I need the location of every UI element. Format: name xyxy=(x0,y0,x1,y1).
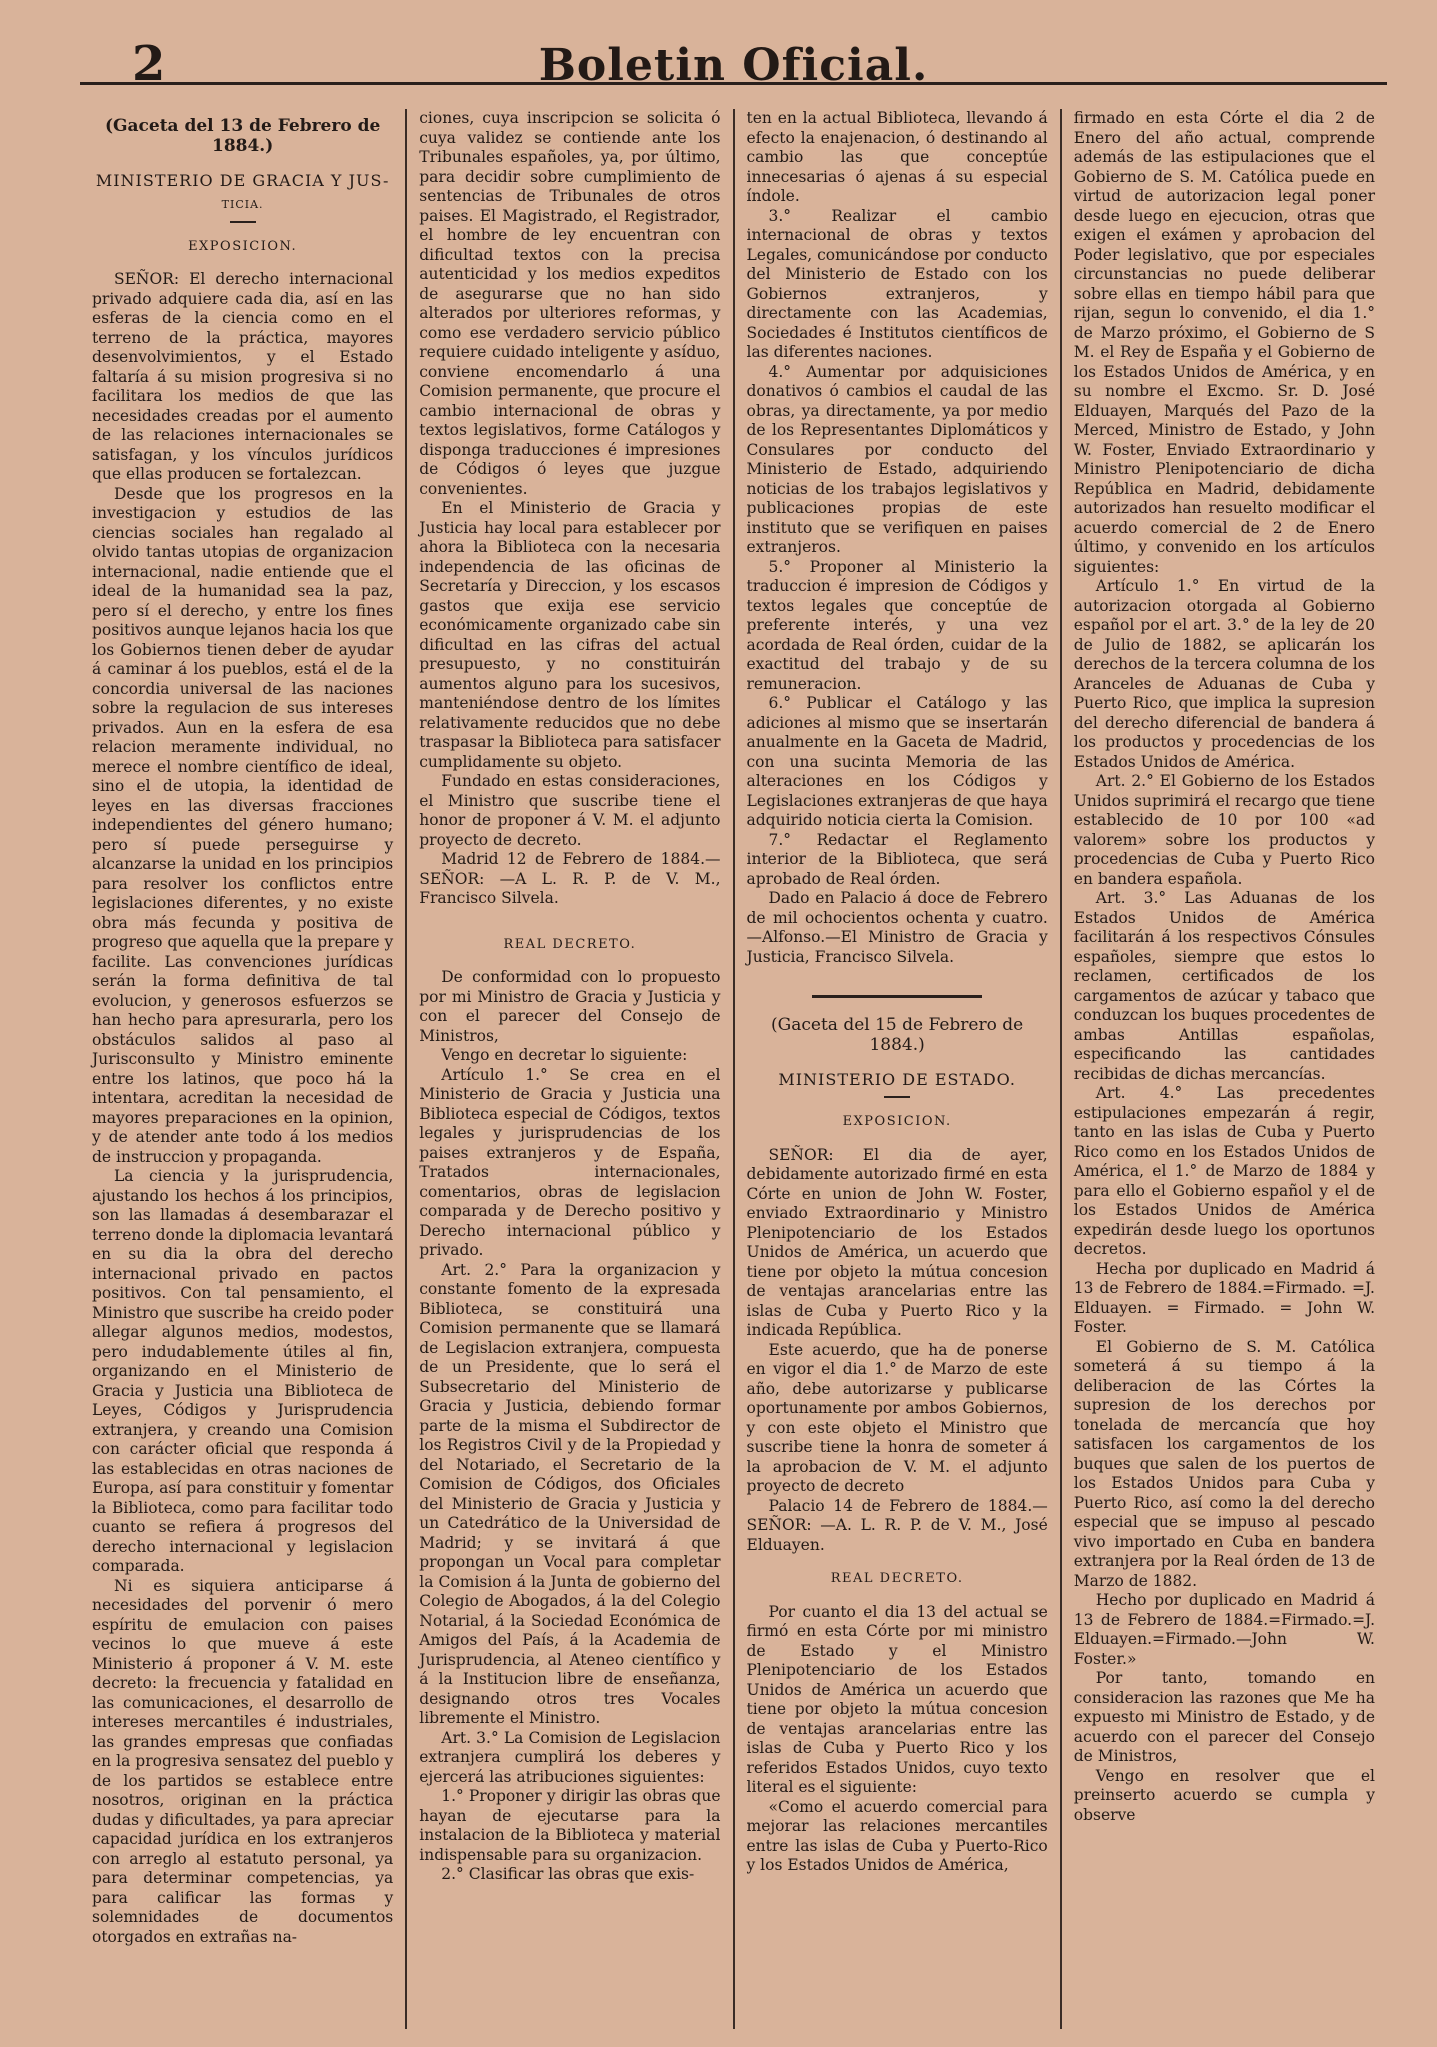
paragraph: 4.° Aumentar por adquisiciones donativos ó cambios el caudal de las obras, ya directamente, ya por medio de los Representantes Diplomáticos y Consulares por conducto del Ministerio de Estado, adquiriendo noticias de los trabajos legislativos y publicaciones propias de este instituto que se verifiquen en paises extranjeros. xyxy=(746,362,1048,556)
section-rule xyxy=(812,995,982,998)
section-heading: REAL DECRETO. xyxy=(830,1571,964,1586)
signature: Madrid 12 de Febrero de 1884.—SEÑOR: —A L. R. P. de V. M., Francisco Silvela. xyxy=(419,850,721,907)
paragraph: 1.° Proponer y dirigir las obras que hayan de ejecutarse para la instalacion de la Biblioteca y material indispensable para su organizacion. xyxy=(419,1787,721,1864)
paragraph: 6.° Publicar el Catálogo y las adiciones al mismo que se insertarán anualmente en la Gaceta de Madrid, con una sucinta Memoria de las alteraciones en los Códigos y Legislaciones extranjeras de que haya adquirido noticia cierta la Comision. xyxy=(746,694,1048,829)
paragraph: ciones, cuya inscripcion se solicita ó cuya validez se contiende ante los Tribunales españoles, ya, por último, para decidir sobre cumplimiento de sentencias de Tribunales de otros paises. El Magistrado, el Registrador, el hombre de ley encuentran con dificultad textos con la precisa autenticidad y los medios expeditos de asegurarse que no han sido alterados por ulteriores reformas, y como ese verdadero servicio público requiere cuidado inteligente y asíduo, conviene encomendarlo á una Comision permanente, que procure el cambio internacional de obras y textos legislativos, forme Catálogos y disponga traducciones é impresiones de Códigos ó leyes que juzgue convenientes. xyxy=(419,109,721,498)
paragraph: Vengo en resolver que el preinserto acuerdo se cumpla y observe xyxy=(1073,1766,1375,1824)
gazette-date: (Gaceta del 13 de Febrero de 1884.) xyxy=(104,116,381,156)
paragraph: La ciencia y la jurisprudencia, ajustando los hechos á los principios, son las llamadas á desembarazar el terreno donde la diplomacia levantará en su dia la obra del derecho internacional privado en pactos positivos. Con tal pensamiento, el Ministro que suscribe ha creido poder allegar algunos medios, modestos, pero indudablemente útiles al fin, organizando en el Ministerio de Gracia y Justicia una Biblioteca de Leyes, Códigos y Jurisprudencia extranjera, y creando una Comision con carácter oficial que responda á las establecidas en otras naciones de Europa, así para constituir y fomentar la Biblioteca, como para facilitar todo cuanto se refiera á progresos del derecho internacional y legislacion comparada. xyxy=(92,1167,394,1575)
paragraph: Por cuanto el dia 13 del actual se firmó en esta Córte por mi ministro de Estado y el Ministro Plenipotenciario de los Estados Unidos de América un acuerdo que tiene por objeto la mútua concesion de ventajas arancelarias entre las islas de Cuba y Puerto Rico y los referidos Estados Unidos, cuyo texto literal es el siguiente: xyxy=(746,1602,1048,1796)
section-divider xyxy=(230,221,256,223)
paragraph: 7.° Redactar el Reglamento interior de la Biblioteca, que será aprobado de Real órden. xyxy=(746,830,1048,888)
paragraph: El Gobierno de S. M. Católica someterá á su tiempo á la deliberacion de las Córtes la supresion de los derechos por tonelada de mercancía que hoy satisfacen los cargamentos de los buques que salen de los puertos de los Estados Unidos para Cuba y Puerto Rico, así como la del derecho especial que se impuso al pescado vivo importado en Cuba en bandera extranjera por la Real órden de 13 de Marzo de 1882. xyxy=(1073,1337,1375,1590)
paragraph: Vengo en decretar lo siguiente: xyxy=(441,1046,688,1064)
column-3 xyxy=(733,109,1060,2029)
ministry-heading: MINISTERIO DE GRACIA Y JUS- xyxy=(95,171,390,190)
paragraph: En el Ministerio de Gracia y Justicia hay local para establecer por ahora la Biblioteca con la necesaria independencia de las oficinas de Secretaría y Direccion, y los escasos gastos que exija ese servicio económicamente organizado cabe sin dificultad en las cifras del actual presupuesto, y no constituirán aumentos alguno para los sucesivos, manteniéndose dentro de los límites relativamente reducidos que no debe traspasar la Biblioteca para satisfacer cumplidamente su objeto. xyxy=(419,499,721,771)
paragraph: Art. 3.° La Comision de Legislacion extranjera cumplirá los deberes y ejercerá las atribuciones siguientes: xyxy=(419,1728,721,1786)
section-heading: REAL DECRETO. xyxy=(503,936,637,952)
paragraph: Ni es siquiera anticiparse á necesidades del porvenir ó mero espíritu de emulacion con paises vecinos lo que mueve á este Ministerio á proponer á V. M. este decreto: la frecuencia y fatalidad en las comunicaciones, el desarrollo de intereses mercantiles é industriales, las grandes empresas que confiadas en la progresiva sensatez del pueblo y de los partidos se establece entre nosotros, originan en la práctica dudas y dificultades, ya para apreciar capacidad jurídica en los extranjeros con arreglo al estatuto personal, ya para determinar competencias, ya para calificar las formas y solemnidades de documentos otorgados en extrañas na- xyxy=(92,1576,394,1946)
newspaper-title: Boletin Oficial. xyxy=(538,40,929,91)
paragraph: De conformidad con lo propuesto por mi Ministro de Gracia y Justicia y con el parecer del Consejo de Ministros, xyxy=(419,968,721,1045)
text-columns xyxy=(80,109,1387,2029)
paragraph: Este acuerdo, que ha de ponerse en vigor el dia 1.° de Marzo de este año, debe autorizarse y publicarse oportunamente por ambos Gobiernos, y con este objeto el Ministro que suscribe tiene la honra de someter á la aprobacion de V. M. el adjunto proyecto de decreto xyxy=(746,1340,1048,1495)
ministry-heading: MINISTERIO DE ESTADO. xyxy=(778,1070,1016,1089)
section-heading: EXPOSICION. xyxy=(842,1114,952,1129)
paragraph: «Como el acuerdo comercial para mejorar las relaciones mercantiles entre las islas de Cuba y Puerto-Rico y los Estados Unidos de América, xyxy=(746,1797,1048,1874)
page-header xyxy=(80,22,1387,92)
section-divider xyxy=(884,1096,910,1098)
paragraph: Artículo 1.° Se crea en el Ministerio de Gracia y Justicia una Biblioteca especial de Códigos, textos legales y jurisprudencias de los paises extranjeros y de España, Tratados internacionales, comentarios, obras de legislacion comparada y de Derecho positivo y Derecho internacional público y privado. xyxy=(419,1065,721,1259)
paragraph: Hecho por duplicado en Madrid á 13 de Febrero de 1884.=Firmado.=J. Elduayen.=Firmado.—John W. Foster.» xyxy=(1073,1591,1375,1668)
paragraph: Art. 2.° El Gobierno de los Estados Unidos suprimirá el recargo que tiene establecido de 10 por 100 «ad valorem» sobre los productos y procedencias de Cuba y Puerto Rico en bandera española. xyxy=(1073,772,1375,888)
section-heading: EXPOSICION. xyxy=(188,238,298,254)
signature: Palacio 14 de Febrero de 1884.—SEÑOR: —A. L. R. P. de V. M., José Elduayen. xyxy=(746,1496,1048,1554)
paragraph: Dado en Palacio á doce de Febrero de mil ochocientos ochenta y cuatro.—Alfonso.—El Ministro de Gracia y Justicia, Francisco Silvela. xyxy=(746,889,1048,966)
paragraph: firmado en esta Córte el dia 2 de Enero del año actual, comprende además de las estipulaciones que el Gobierno de S. M. Católica puede en virtud de autorizacion legal poner desde luego en ejecucion, otras que exigen el exámen y aprobacion del Poder legislativo, que por especiales circunstancias no puede deliberar sobre ellas en tiempo hábil para que rijan, segun lo convenido, el dia 1.° de Marzo próximo, el Gobierno de S M. el Rey de España y el Gobierno de los Estados Unidos de América, y en su nombre el Excmo. Sr. D. José Elduayen, Marqués del Pazo de la Merced, Ministro de Estado, y John W. Foster, Enviado Extraordinario y Ministro Plenipotenciario de dicha República en Madrid, debidamente autorizados han resuelto modificar el acuerdo comercial de 2 de Enero último, y convenido en los artículos siguientes: xyxy=(1073,109,1375,576)
paragraph: 2.° Clasificar las obras que exis- xyxy=(441,1865,695,1883)
page-number: 2 xyxy=(132,36,166,92)
paragraph: Desde que los progresos en la investigacion y estudios de las ciencias sociales han regalado al olvido tantas utopias de organizacion internacional, nadie entiende que el ideal de la humanidad sea la paz, pero sí el derecho, y entre los fines positivos aunque lejanos hacia los que los Gobiernos tienen deber de ayudar á caminar á los pueblos, está el de la concordia universal de las naciones sobre la regulacion de sus intereses privados. Aun en la esfera de esa relacion meramente individual, no merece el nombre científico de ideal, sino el de utopia, la identidad de leyes en las diversas fracciones independientes del género humano; pero sí puede perseguirse y alcanzarse la unidad en los principios para resolver los conflictos entre legislaciones diferentes, y no existe obra más fecunda y positiva de progreso que aquella que la prepare y facilite. Las convenciones jurídicas serán la forma definitiva de tal evolucion, y generosos esfuerzos se han hecho para apresurarla, pero los obstáculos salidos al paso al Jurisconsulto y Ministro eminente entre los latinos, que poco há la intentara, acreditan la necesidad de mayores preparaciones en la opinion, y de atender ante todo á los medios de instruccion y propaganda. xyxy=(92,484,394,1166)
paragraph: Por tanto, tomando en consideracion las razones que Me ha expuesto mi Ministro de Estado, y de acuerdo con el parecer del Consejo de Ministros, xyxy=(1073,1669,1375,1765)
gazette-date: (Gaceta del 15 de Febrero de 1884.) xyxy=(771,1015,1024,1055)
column-4 xyxy=(1060,109,1387,2029)
paragraph: Art. 4.° Las precedentes estipulaciones empezarán á regir, tanto en las islas de Cuba y Puerto Rico como en los Estados Unidos de América, el 1.° de Marzo de 1884 y para ello el Gobierno español y el de los Estados Unidos de América expedirán desde luego los oportunos decretos. xyxy=(1073,1084,1375,1258)
paragraph: Artículo 1.° En virtud de la autorizacion otorgada al Gobierno español por el art. 3.° de la ley de 20 de Julio de 1882, se aplicarán los derechos de la tercera columna de los Aranceles de Aduanas de Cuba y Puerto Rico, que implica la supresion del derecho diferencial de bandera á los productos y procedencias de los Estados Unidos de América. xyxy=(1073,577,1375,771)
paragraph: Art. 2.° Para la organizacion y constante fomento de la expresada Biblioteca, se constituirá una Comision permanente que se llamará de Legislacion extranjera, compuesta de un Presidente, que lo será el Subsecretario del Ministerio de Gracia y Justicia, debiendo formar parte de la misma el Subdirector de los Registros Civil y de la Propiedad y del Notariado, el Secretario de la Comision de Códigos, dos Oficiales del Ministerio de Gracia y Justicia y un Catedrático de la Universidad de Madrid; y se invitará á que propongan un Vocal para completar la Comision á la Junta de gobierno del Colegio de Abogados, á la del Colegio Notarial, á la Sociedad Económica de Amigos del País, á la Academia de Jurisprudencia, al Ateneo científico y á la Institucion libre de enseñanza, designando otros tres Vocales libremente el Ministro. xyxy=(419,1260,721,1727)
paragraph: Art. 3.° Las Aduanas de los Estados Unidos de América facilitarán á los respectivos Cónsules españoles, siempre que estos lo reclamen, certificados de los cargamentos de azúcar y tabaco que conduzcan los buques procedentes de ambas Antillas españolas, especificando las cantidades recibidas de dichas mercancías. xyxy=(1073,889,1375,1083)
paragraph: SEÑOR: El dia de ayer, debidamente autorizado firmé en esta Córte en union de John W. Foster, enviado Extraordinario y Ministro Plenipotenciario de los Estados Unidos de América, un acuerdo que tiene por objeto la mútua concesion de ventajas arancelarias entre las islas de Cuba y Puerto Rico y la indicada República. xyxy=(746,1145,1048,1339)
paragraph: SEÑOR: El derecho internacional privado adquiere cada dia, así en las esferas de la ciencia como en el terreno de la práctica, mayores desenvolvimientos, y el Estado faltaría á su mision progresiva si no facilitara los medios de que las necesidades creadas por el aumento de las relaciones internacionales se satisfagan, y los vínculos jurídicos que ellas producen se fortalezcan. xyxy=(92,270,394,483)
paragraph: Hecha por duplicado en Madrid á 13 de Febrero de 1884.=Firmado. =J. Elduayen. = Firmado. = John W. Foster. xyxy=(1073,1259,1375,1336)
column-1 xyxy=(80,109,405,2029)
paragraph: Fundado en estas consideraciones, el Ministro que suscribe tiene el honor de proponer á V. M. el adjunto proyecto de decreto. xyxy=(419,772,721,849)
ministry-heading-tail: TICIA. xyxy=(221,198,264,211)
paragraph: ten en la actual Biblioteca, llevando á efecto la enajenacion, ó destinando al cambio las que conceptúe innecesarias ó ajenas á su especial índole. xyxy=(746,109,1048,205)
column-2 xyxy=(405,109,732,2029)
paragraph: 5.° Proponer al Ministerio la traduccion é impresion de Códigos y textos legales que conceptúe de preferente interés, y una vez acordada de Real órden, cuidar de la exactitud del trabajo y de su remuneracion. xyxy=(746,557,1048,693)
paragraph: 3.° Realizar el cambio internacional de obras y textos Legales, comunicándose por conducto del Ministerio de Estado con los Gobiernos extranjeros, y directamente con las Academias, Sociedades é Institutos científicos de las diferentes naciones. xyxy=(746,206,1048,361)
